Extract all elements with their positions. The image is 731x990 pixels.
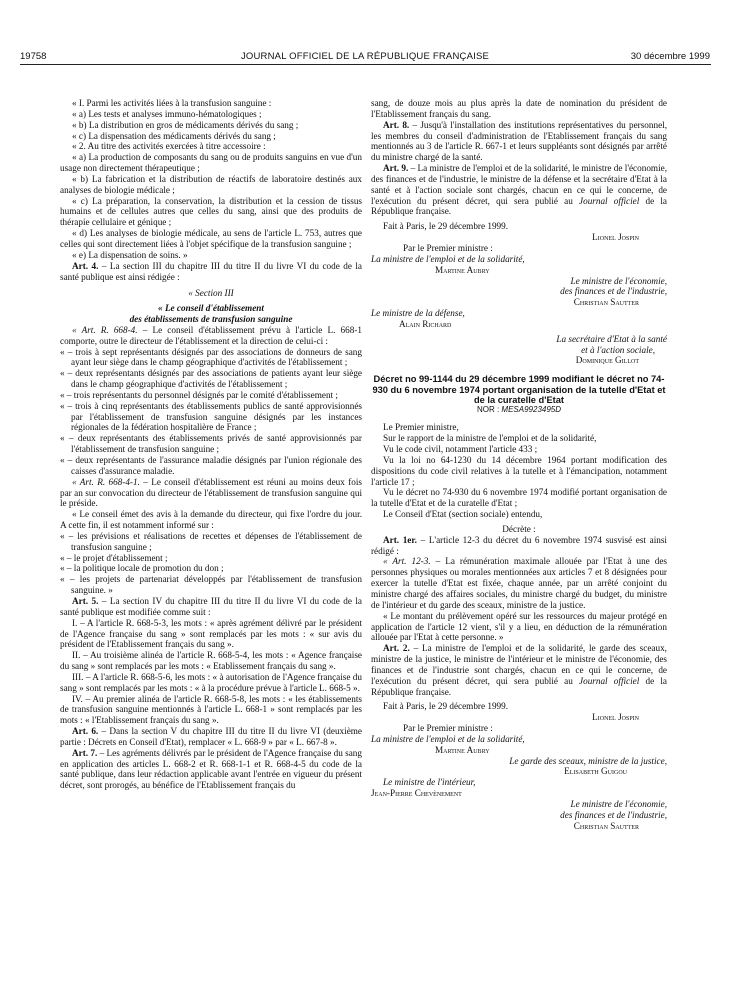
paragraph: sang, de douze mois au plus après la date de nomination du président de l'Etablissement français du sang. <box>371 98 667 119</box>
signatory-title: La ministre de l'emploi et de la solidarité, <box>371 253 525 264</box>
article-label: « Art. R. 668-4-1. <box>72 476 140 487</box>
signatory-title: Le ministre de l'intérieur, <box>383 777 476 788</box>
article-paragraph: Art. 9. – La ministre de l'emploi et de la solidarité, le ministre de l'économie, des finances et de l'industrie, le ministre de la défense et la secrétaire d'Etat à la santé et à l'action sociale sont chargés, chacun en ce qui le concerne, de l'exécution du présent décret, qui sera publié au Journal officiel de la République française. <box>371 163 667 217</box>
list-item: « – deux représentants désignés par des associations de patients ayant leur siège dans le champ géographique d'activités de l'établissement ; <box>60 368 362 390</box>
paragraph: IV. – Au premier alinéa de l'article R. 668-5-8, les mots : « les établissements de transfusion sanguine mentionnés à l'article L. 668-1 » sont remplacés par les mots : « l'Etablissement français du sang ». <box>60 693 362 726</box>
signatory-title: La secrétaire d'Etat à la santé <box>556 333 667 344</box>
list-item: « – deux représentants de l'assurance maladie désignés par l'union régionale des caisses d'assurance maladie. <box>60 455 362 476</box>
signatory-name: Lionel Jospin <box>592 232 639 243</box>
signatory-title: Le garde des sceaux, ministre de la justice, <box>509 755 667 766</box>
paragraph: II. – Au troisième alinéa de l'article R. 668-5-4, les mots : « Agence française du sang » sont remplacés par les mots : « Etablissement français du sang ». <box>60 650 362 672</box>
signatory-name: Martine Aubry <box>435 264 490 275</box>
journal-title: JOURNAL OFFICIEL DE LA RÉPUBLIQUE FRANÇAISE <box>240 51 490 62</box>
paragraph: « Le montant du prélèvement opéré sur les ressources du majeur protégé en application de l'article 12 vient, s'il y a lieu, en déduction de la rémunération allouée par l'Etat à cette personne. » <box>371 610 667 643</box>
paragraph: I. – A l'article R. 668-5-3, les mots : « après agrément délivré par le président de l'Agence française du sang » sont remplacés par les mots : « sur avis du président de l'Etablissement français du sang ». <box>60 617 362 650</box>
list-item: « – le projet d'établissement ; <box>60 552 168 563</box>
signatory-name: Martine Aubry <box>435 744 490 755</box>
paragraph: Vu le code civil, notamment l'article 433 ; <box>383 444 538 454</box>
signature-date: Fait à Paris, le 29 décembre 1999. <box>383 701 509 712</box>
signature-line: Par le Premier ministre : <box>403 242 493 253</box>
paragraph: Le Premier ministre, <box>383 422 459 433</box>
article-paragraph: Art. 5. – La section IV du chapitre III du titre II du livre VI du code de la santé publique est modifiée comme suit : <box>60 595 362 617</box>
signatory-title: Le ministre de la défense, <box>371 308 465 319</box>
paragraph: III. – A l'article R. 668-5-6, les mots : « à autorisation de l'Agence française du sang » sont remplacés par les mots : « à la procédure prévue à l'article L. 668-5 ». <box>60 671 362 693</box>
signatory-title: et à l'action sociale, <box>581 344 655 355</box>
article-label: Art. 8. <box>383 119 410 130</box>
signatory-name: Alain Richard <box>399 318 452 329</box>
signatory-name: Lionel Jospin <box>592 712 639 723</box>
article-label: Art. 2. <box>383 643 410 654</box>
article-label: Art. 6. <box>72 726 99 737</box>
article-label: « Art. 12-3. <box>383 556 431 567</box>
article-paragraph: « Art. R. 668-4. – Le conseil d'établissement prévu à l'article L. 668-1 comporte, outre le directeur de l'établissement et la direction de celui-ci : <box>60 324 362 346</box>
decree-title: Décret no 99-1144 du 29 décembre 1999 modifiant le décret no 74-930 du 6 novembre 1974 portant organisation de la tutelle d'Etat et de la curatelle d'Etat <box>372 374 666 406</box>
article-label: Art. 1er. <box>383 534 417 545</box>
signatory-title: Le ministre de l'économie, <box>570 275 667 286</box>
article-paragraph: Art. 6. – Dans la section V du chapitre III du titre II du livre VI (deuxième partie : Décrets en Conseil d'Etat), remplacer « L. 668-9 » par « L. 667-8 ». <box>60 726 363 747</box>
signatory-name: Dominique Gillot <box>575 355 639 366</box>
right-column <box>371 98 667 832</box>
paragraph: « a) Les tests et analyses immuno-hématologiques ; <box>72 108 262 119</box>
section-subtitle: des établissements de transfusion sanguine <box>129 314 293 325</box>
header-rule <box>20 64 711 65</box>
list-item: « – trois représentants du personnel désignés par le comité d'établissement ; <box>60 389 338 400</box>
list-item: « – les projets de partenariat développés par l'établissement de transfusion sanguine. » <box>60 574 362 596</box>
article-paragraph: Art. 7. – Les agréments délivrés par le président de l'Agence française du sang en application des articles L. 668-2 et R. 668-1-1 et R. 668-4-5 du code de la santé publique, dans leur rédaction applicable avant l'entrée en vigueur du présent décret, sont prorogés, au bénéfice de l'Etablissement français du <box>60 747 362 791</box>
decrete-heading: Décrète : <box>502 523 536 534</box>
article-paragraph: « Art. R. 668-4-1. – Le conseil d'établissement est réuni au moins deux fois par an sur convocation du directeur de l'établissement de transfusion sanguine qui le préside. <box>60 476 362 509</box>
paragraph: Vu la loi no 64-1230 du 14 décembre 1964 portant modification des dispositions du code civil relatives à la tutelle et à l'émancipation, notamment l'article 17 ; <box>371 454 667 487</box>
paragraph: « 2. Au titre des activités exercées à titre accessoire : <box>72 141 266 152</box>
article-label: Art. 5. <box>72 595 99 606</box>
article-label: Art. 9. <box>383 163 409 174</box>
paragraph: « Le conseil émet des avis à la demande du directeur, qui fixe l'ordre du jour. A cette fin, il est notamment informé sur : <box>60 509 362 531</box>
signatory-title: Le ministre de l'économie, <box>570 799 667 809</box>
article-label: « Art. R. 668-4. <box>72 324 138 335</box>
paragraph: Vu le décret no 74-930 du 6 novembre 1974 modifié portant organisation de la tutelle d'Etat et de la curatelle d'Etat ; <box>371 487 667 509</box>
paragraph: Le Conseil d'Etat (section sociale) entendu, <box>383 509 543 520</box>
signatory-title: des finances et de l'industrie, <box>560 286 667 297</box>
list-item: « – la politique locale de promotion du don ; <box>60 563 224 574</box>
list-item: « – trois à sept représentants désignés par des associations de donneurs de sang ayant leur siège dans le champ géographique d'activités de l'établissement ; <box>60 346 362 368</box>
paragraph: « b) La distribution en gros de médicaments dérivés du sang ; <box>72 119 299 130</box>
signatory-name: Jean-Pierre Chevènement <box>371 788 462 799</box>
article-paragraph: Art. 1er. – L'article 12-3 du décret du 6 novembre 1974 susvisé est ainsi rédigé : <box>371 534 667 556</box>
issue-date: 30 décembre 1999 <box>630 51 710 62</box>
paragraph: « c) La dispensation des médicaments dérivés du sang ; <box>72 130 276 141</box>
article-label: Art. 7. <box>72 747 98 758</box>
paragraph: « I. Parmi les activités liées à la transfusion sanguine : <box>72 98 272 108</box>
nor-reference: NOR : MESA9923495D <box>476 405 562 415</box>
signatory-name: Elisabeth Guigou <box>564 766 627 777</box>
signatory-name: Christian Sautter <box>573 297 639 308</box>
page-number: 19758 <box>20 51 47 62</box>
article-label: Art. 4. <box>72 260 99 271</box>
paragraph: « e) La dispensation de soins. » <box>72 249 188 260</box>
left-column <box>60 98 362 791</box>
signatory-title: des finances et de l'industrie, <box>560 809 667 820</box>
paragraph: « b) La fabrication et la distribution de réactifs de laboratoire destinés aux analyses de biologie médicale ; <box>60 173 362 195</box>
signature-line: Par le Premier ministre : <box>403 723 493 734</box>
article-paragraph: Art. 4. – La section III du chapitre III du titre II du livre VI du code de la santé publique est ainsi rédigée : <box>60 260 362 282</box>
paragraph: « c) La préparation, la conservation, la distribution et la cession de tissus humains et de cellules autres que celles du sang, ainsi que des produits de thérapie cellulaire et génique ; <box>60 195 362 228</box>
signatory-name: Christian Sautter <box>573 820 639 831</box>
paragraph: « d) Les analyses de biologie médicale, au sens de l'article L. 753, autres que celles qui sont directement liées à l'objet spécifique de la transfusion sanguine ; <box>60 228 362 249</box>
article-paragraph: « Art. 12-3. – La rémunération maximale allouée par l'Etat à une des personnes physiques ou morales mentionnées aux articles 7 et 8 désignées pour exercer la tutelle d'Etat est fixée, chaque année, par un arrêté conjoint du ministre chargé des affaires sociales, du ministre chargé du budget, du ministre de l'intérieur et du garde des sceaux, ministre de la justice. <box>371 556 668 610</box>
signatory-title: La ministre de l'emploi et de la solidarité, <box>371 733 525 744</box>
list-item: « – les prévisions et réalisations de recettes et dépenses de l'établissement de transfusion sanguine ; <box>60 530 362 552</box>
list-item: « – deux représentants des établissements privés de santé approvisionnés par l'établissement de transfusion sanguine ; <box>60 433 362 455</box>
list-item: « – trois à cinq représentants des établissements publics de santé approvisionnés par l'établissement de transfusion sanguine désignés par les instances régionales de la fédération hospitalière de France ; <box>60 400 362 433</box>
article-paragraph: Art. 2. – La ministre de l'emploi et de la solidarité, le garde des sceaux, ministre de la justice, le ministre de l'intérieur et le ministre de l'économie, des finances et de l'industrie sont chargés, chacun en ce qui le concerne, de l'exécution du présent décret, qui sera publié au Journal officiel de la République française. <box>371 643 667 697</box>
section-title: « Section III <box>188 288 234 299</box>
paragraph: « a) La production de composants du sang ou de produits sanguins en vue d'un usage non directement thérapeutique ; <box>60 152 362 174</box>
paragraph: Sur le rapport de la ministre de l'emploi et de la solidarité, <box>383 433 597 444</box>
section-subtitle: « Le conseil d'établissement <box>158 303 264 314</box>
signature-date: Fait à Paris, le 29 décembre 1999. <box>383 221 509 232</box>
article-paragraph: Art. 8. – Jusqu'à l'installation des institutions représentatives du personnel, les membres du conseil d'administration de l'Etablissement français du sang mentionnés au 3 de l'article R. 667-1 et leurs suppléants sont désignés par arrêté du ministre chargé de la santé. <box>371 119 668 163</box>
